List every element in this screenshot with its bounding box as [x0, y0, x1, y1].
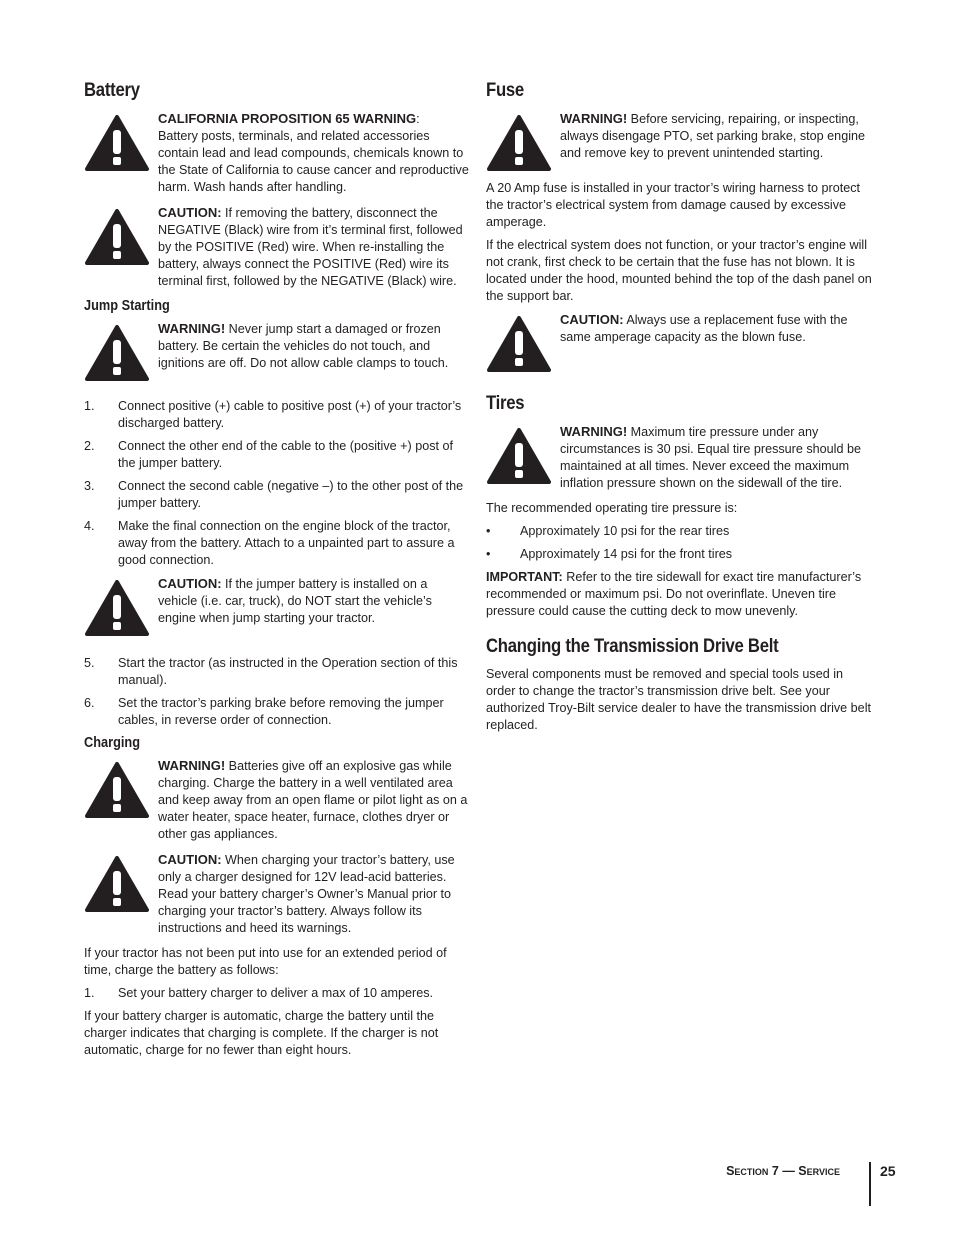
belt-heading: Changing the Transmission Drive Belt — [486, 636, 779, 657]
fuse-heading: Fuse — [486, 80, 524, 101]
list-item — [486, 523, 872, 540]
warning-label: WARNING! — [158, 321, 226, 336]
caution-label: CAUTION: — [158, 576, 222, 591]
list-item — [84, 518, 470, 569]
step-number: 1. — [84, 399, 95, 413]
list-item — [84, 695, 470, 729]
caution-body: If the jumper battery is installed on a vehicle (i.e. car, truck), do NOT start the vehicle’s engine when jump starting your tractor. — [158, 577, 432, 625]
bullet: • — [486, 524, 491, 538]
warning-triangle-icon — [486, 315, 552, 373]
step-number: 2. — [84, 439, 95, 453]
caution-label: CAUTION: — [560, 312, 624, 327]
fuse-caution — [486, 311, 872, 373]
prop65-text — [158, 110, 470, 196]
bullet-text: Approximately 10 psi for the rear tires — [520, 524, 730, 538]
warning-triangle-icon — [84, 761, 150, 819]
fuse-paragraph-1: A 20 Amp fuse is installed in your tractor’s wiring harness to protect the tractor’s electrical system from damage caused by excessive amperage. — [486, 181, 861, 229]
warning-triangle-icon — [486, 427, 552, 485]
warning-body: Batteries give off an explosive gas while charging. Charge the battery in a well ventilated area and keep away from an open flame or pilot light as on a water heater, space heater, furnace, clothes dryer or other gas appliances. — [158, 759, 468, 841]
warning-triangle-icon — [84, 579, 150, 637]
fuse-paragraph-2: If the electrical system does not function, or your tractor’s engine will not crank, first check to be certain that the fuse has not blown. It is located under the hood, mounted behind the top of the dash panel on the support bar. — [486, 238, 872, 303]
section-label: Section 7 — Service — [726, 1164, 840, 1178]
jump-caution — [84, 575, 470, 637]
bullet-text: Approximately 14 psi for the front tires — [520, 547, 733, 561]
warning-triangle-icon — [84, 114, 150, 172]
warning-body: Never jump start a damaged or frozen battery. Be certain the vehicles do not touch, and ignitions are off. Do not allow cable clamps to touch. — [158, 322, 449, 370]
prop65-warning — [84, 110, 470, 196]
battery-heading: Battery — [84, 80, 140, 101]
caution-label: CAUTION: — [158, 852, 222, 867]
tires-intro: The recommended operating tire pressure is: — [486, 501, 738, 515]
jump-steps-list — [84, 398, 470, 569]
tires-important — [486, 569, 872, 620]
charging-warning-text — [158, 757, 470, 843]
belt-paragraph: Several components must be removed and special tools used in order to change the tractor’s transmission drive belt. See your authorized Troy-Bilt service dealer to have the transmission drive belt replaced. — [486, 667, 871, 732]
left-column — [84, 80, 470, 1065]
step-text: Connect the other end of the cable to the (positive +) post of the jumper battery. — [118, 439, 453, 470]
step-text: Make the final connection on the engine block of the tractor, away from the battery. Attach to a unpainted part to assure a good connection. — [118, 519, 455, 567]
caution-body: Always use a replacement fuse with the same amperage capacity as the blown fuse. — [560, 313, 848, 344]
important-label: IMPORTANT: — [486, 570, 563, 584]
warning-body: Before servicing, repairing, or inspecting, always disengage PTO, set parking brake, stop engine and remove key to prevent unintended starting. — [560, 112, 865, 160]
list-item — [84, 655, 470, 689]
prop65-body: : Battery posts, terminals, and related accessories contain lead and lead compounds, chemicals known to the State of California to cause cancer and reproductive harm. Wash hands after handling. — [158, 112, 469, 194]
battery-remove-caution-text — [158, 204, 470, 290]
step-text: Set your battery charger to deliver a max of 10 amperes. — [118, 986, 433, 1000]
tires-warning-text — [560, 423, 872, 492]
step-number: 6. — [84, 696, 95, 710]
warning-triangle-icon — [486, 114, 552, 172]
step-text: Set the tractor’s parking brake before removing the jumper cables, in reverse order of connection. — [118, 696, 444, 727]
important-body: Refer to the tire sidewall for exact tire manufacturer’s recommended or maximum psi. Do not overinflate. Uneven tire pressure could cause the cutting deck to mow unevenly. — [486, 570, 862, 618]
warning-label: WARNING! — [560, 111, 628, 126]
warning-label: WARNING! — [158, 758, 226, 773]
warning-triangle-icon — [84, 855, 150, 913]
charging-caution-text — [158, 851, 470, 937]
right-column — [486, 80, 872, 740]
jump-starting-heading: Jump Starting — [84, 298, 170, 314]
warning-body: Maximum tire pressure under any circumstances is 30 psi. Equal tire pressure should be maintained at all times. Never exceed the maximum inflation pressure shown on the sidewall of the tire. — [560, 425, 861, 490]
step-text: Connect positive (+) cable to positive post (+) of your tractor’s discharged battery. — [118, 399, 462, 430]
fuse-caution-text — [560, 311, 872, 346]
caution-body: When charging your tractor’s battery, use only a charger designed for 12V lead-acid batteries. Read your battery charger’s Owner’s Manual prior to charging your tractor’s battery. Always follow its instructions and heed its warnings. — [158, 853, 455, 935]
bullet: • — [486, 547, 491, 561]
charging-outro: If your battery charger is automatic, charge the battery until the charger indicates that charging is complete. If the charger is not automatic, charge for no fewer than eight hours. — [84, 1009, 439, 1057]
list-item — [84, 398, 470, 432]
jump-warning-text — [158, 320, 470, 372]
footer-divider — [869, 1162, 871, 1206]
prop65-label: CALIFORNIA PROPOSITION 65 WARNING — [158, 111, 417, 126]
step-number: 5. — [84, 656, 95, 670]
tires-heading: Tires — [486, 393, 525, 414]
step-text: Start the tractor (as instructed in the Operation section of this manual). — [118, 656, 458, 687]
fuse-warning — [486, 110, 872, 172]
charging-intro: If your tractor has not been put into use for an extended period of time, charge the battery as follows: — [84, 946, 447, 977]
page-footer — [700, 1162, 900, 1206]
list-item — [486, 546, 872, 563]
charging-steps-list — [84, 985, 470, 1002]
list-item — [84, 478, 470, 512]
jump-warning — [84, 320, 470, 382]
charging-warning — [84, 757, 470, 843]
charging-heading: Charging — [84, 735, 141, 751]
step-number: 4. — [84, 519, 95, 533]
page-number: 25 — [880, 1163, 896, 1179]
tires-warning — [486, 423, 872, 492]
caution-label: CAUTION: — [158, 205, 222, 220]
fuse-warning-text — [560, 110, 872, 162]
step-number: 1. — [84, 986, 95, 1000]
battery-remove-caution — [84, 204, 470, 290]
list-item — [84, 438, 470, 472]
warning-triangle-icon — [84, 208, 150, 266]
warning-label: WARNING! — [560, 424, 628, 439]
warning-triangle-icon — [84, 324, 150, 382]
tires-bullet-list — [486, 523, 872, 563]
step-number: 3. — [84, 479, 95, 493]
jump-caution-text — [158, 575, 470, 627]
caution-body: If removing the battery, disconnect the NEGATIVE (Black) wire from it’s terminal first, followed by the POSITIVE (Red) wire. When re-installing the battery, always connect the POSITIVE (Red) wire its terminal first, followed by the NEGATIVE (Black) wire. — [158, 206, 463, 288]
jump-steps-list-2 — [84, 655, 470, 729]
list-item — [84, 985, 470, 1002]
charging-caution — [84, 851, 470, 937]
step-text: Connect the second cable (negative –) to the other post of the jumper battery. — [118, 479, 464, 510]
